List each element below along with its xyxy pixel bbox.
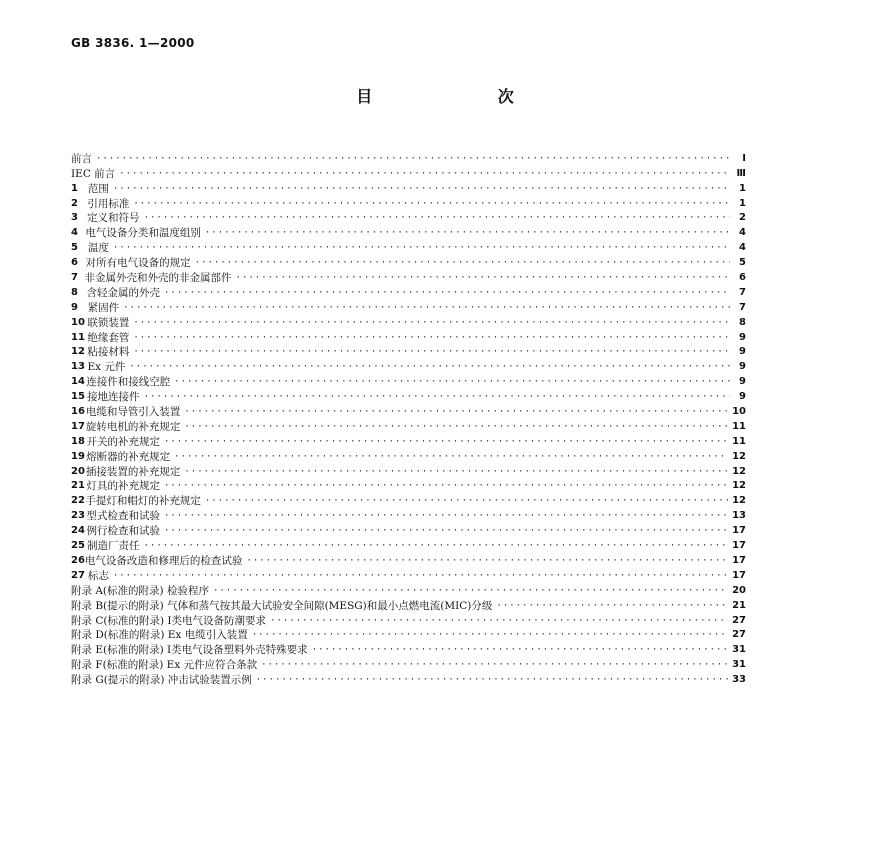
dot-leader [205, 495, 728, 507]
dot-leader [164, 436, 728, 448]
toc-entry-title: 紧固件 [87, 301, 120, 314]
toc-entry-page: 12 [732, 450, 746, 462]
toc-entry-page: 5 [739, 257, 746, 269]
toc-entry-number: 16 [71, 406, 85, 418]
toc-entry-page: 1 [739, 197, 746, 209]
toc-entry[interactable] [71, 597, 746, 612]
toc-entry-page: 21 [732, 599, 746, 611]
toc-entry-number: 8 [71, 286, 78, 298]
toc-entry-number: 15 [71, 391, 85, 403]
toc-entry-title: 粘接材料 [87, 346, 130, 359]
toc-entry-page: 7 [739, 301, 746, 313]
toc-entry-page: 20 [732, 584, 746, 596]
toc-entry[interactable] [71, 195, 746, 210]
toc-entry-page: 9 [739, 361, 746, 373]
toc-entry-number: 23 [71, 510, 85, 522]
toc-entry[interactable] [71, 314, 746, 329]
toc-entry-title: 旋转电机的补充规定 [85, 420, 181, 433]
toc-entry-page: Ⅰ [742, 152, 746, 164]
dot-leader [113, 570, 728, 582]
toc-entry-page: 9 [739, 346, 746, 358]
dot-leader [174, 376, 730, 388]
toc-entry-number: 22 [71, 495, 85, 507]
toc-entry[interactable] [71, 522, 746, 537]
toc-entry-page: 13 [732, 510, 746, 522]
toc-entry-number: 17 [71, 420, 85, 432]
toc-entry[interactable] [71, 552, 746, 567]
toc-entry[interactable] [71, 478, 746, 493]
toc-entry[interactable] [71, 537, 746, 552]
dot-leader [133, 332, 730, 344]
toc-entry-page: 11 [732, 420, 746, 432]
dot-leader [164, 510, 728, 522]
toc-entry-title: 引用标准 [87, 197, 130, 210]
toc-entry[interactable] [71, 448, 746, 463]
dot-leader [164, 480, 728, 492]
toc-entry-number: 25 [71, 540, 85, 552]
toc-entry-title: 接地连接件 [87, 391, 140, 404]
toc-entry-number: 1 [71, 182, 78, 194]
toc-entry[interactable] [71, 254, 746, 269]
toc-entry-title: 绝缘套管 [87, 331, 130, 344]
toc-entry-number: 13 [71, 361, 85, 373]
toc-entry-page: 1 [739, 182, 746, 194]
toc-entry-title: 附录 A(标准的附录) 检验程序 [71, 584, 209, 597]
toc-entry[interactable] [71, 224, 746, 239]
toc-entry-page: 12 [732, 480, 746, 492]
toc-entry-page: 17 [732, 525, 746, 537]
dot-leader [113, 242, 730, 254]
toc-entry-number: 5 [71, 242, 78, 254]
toc-entry[interactable] [71, 612, 746, 627]
toc-entry-title: 前言 [71, 152, 92, 165]
toc-entry[interactable] [71, 567, 746, 582]
toc-entry-page: 27 [732, 629, 746, 641]
toc-entry-page: 8 [739, 316, 746, 328]
toc-entry[interactable] [71, 403, 746, 418]
toc-entry-page: 11 [732, 435, 746, 447]
dot-leader [129, 361, 730, 373]
toc-entry-title: 熔断器的补充规定 [86, 450, 171, 463]
dot-leader [184, 406, 728, 418]
toc-entry-number: 9 [71, 301, 78, 313]
toc-entry[interactable] [71, 329, 746, 344]
toc-entry-title: 型式检查和试验 [86, 510, 160, 523]
dot-leader [213, 585, 728, 597]
toc-entry-number: 4 [71, 227, 78, 239]
dot-leader [261, 659, 728, 671]
dot-leader [312, 644, 728, 656]
dot-leader [133, 317, 730, 329]
toc-entry[interactable] [71, 239, 746, 254]
toc-entry[interactable] [71, 582, 746, 597]
dot-leader [195, 257, 730, 269]
toc-entry-page: 12 [732, 465, 746, 477]
toc-entry-page: 9 [739, 391, 746, 403]
toc-entry-title: 含轻金属的外壳 [86, 286, 160, 299]
toc-entry-page: 17 [732, 554, 746, 566]
dot-leader [205, 227, 730, 239]
toc-entry-page: 31 [732, 659, 746, 671]
toc-entry-title: 非金属外壳和外壳的非金属部件 [84, 272, 232, 285]
toc-entry-title: 开关的补充规定 [86, 435, 160, 448]
toc-entry-number: 26 [71, 554, 85, 566]
toc-entry[interactable] [71, 344, 746, 359]
toc-entry-page: 6 [739, 272, 746, 284]
toc-entry-title: 定义和符号 [87, 212, 140, 225]
toc-entry[interactable] [71, 284, 746, 299]
dot-leader [133, 346, 730, 358]
toc-entry-title: 手提灯和帽灯的补充规定 [85, 495, 201, 508]
toc-entry[interactable] [71, 358, 746, 373]
dot-leader [246, 555, 728, 567]
dot-leader [236, 272, 730, 284]
toc-entry-title: 范围 [87, 182, 109, 195]
toc-entry-title: 附录 F(标准的附录) Ex 元件应符合条款 [71, 659, 258, 672]
dot-leader [184, 421, 728, 433]
toc-entry-title: 对所有电气设备的规定 [85, 257, 191, 270]
toc-entry-title: 连接件和接线空腔 [86, 376, 171, 389]
toc-entry-number: 6 [71, 257, 78, 269]
dot-leader [133, 198, 730, 210]
toc-entry-page: 31 [732, 644, 746, 656]
toc-entry-title: 例行检查和试验 [86, 525, 160, 538]
toc-entry-title: 附录 D(标准的附录) Ex 电缆引入装置 [71, 629, 248, 642]
toc-entry[interactable] [71, 671, 746, 686]
page-title: 目 次 [356, 87, 574, 106]
toc-entry-page: 2 [739, 212, 746, 224]
toc-entry-title: 附录 C(标准的附录) Ⅰ类电气设备防潮要求 [71, 614, 267, 627]
toc-entry[interactable] [71, 463, 746, 478]
toc-entry-title: 附录 B(提示的附录) 气体和蒸气按其最大试验安全间隙(MESG)和最小点燃电流(MIC)分级 [71, 599, 493, 612]
dot-leader [144, 391, 730, 403]
toc-entry-number: 21 [71, 480, 85, 492]
dot-leader [164, 525, 728, 537]
toc-entry-title: 灯具的补充规定 [86, 480, 160, 493]
dot-leader [252, 629, 728, 641]
standard-number: GB 3836. 1—2000 [71, 36, 195, 50]
toc-entry-title: Ex 元件 [87, 361, 126, 374]
toc-entry-number: 7 [71, 272, 78, 284]
toc-entry-title: 电缆和导管引入装置 [85, 406, 181, 419]
dot-leader [270, 615, 728, 627]
table-of-contents [71, 150, 746, 686]
toc-entry[interactable] [71, 373, 746, 388]
toc-entry[interactable] [71, 180, 746, 195]
toc-entry-page: 4 [739, 227, 746, 239]
dot-leader [184, 466, 728, 478]
toc-entry-page: 9 [739, 331, 746, 343]
toc-entry-page: 10 [732, 406, 746, 418]
toc-entry-title: 电气设备分类和温度组别 [85, 227, 201, 240]
toc-entry-number: 11 [71, 331, 85, 343]
toc-entry-page: 17 [732, 540, 746, 552]
dot-leader [144, 212, 730, 224]
toc-entry[interactable] [71, 299, 746, 314]
toc-entry-title: 制造厂责任 [87, 540, 140, 553]
toc-entry[interactable] [71, 433, 746, 448]
toc-entry-title: IEC 前言 [71, 167, 116, 180]
toc-entry-number: 12 [71, 346, 85, 358]
dot-leader [119, 168, 730, 180]
toc-entry-number: 18 [71, 435, 85, 447]
toc-entry[interactable] [71, 150, 746, 165]
dot-leader [164, 287, 730, 299]
toc-entry[interactable] [71, 388, 746, 403]
toc-entry[interactable] [71, 165, 746, 180]
toc-entry-page: 17 [732, 569, 746, 581]
toc-entry-title: 插接装置的补充规定 [85, 465, 181, 478]
toc-entry-page: 27 [732, 614, 746, 626]
dot-leader [496, 600, 728, 612]
toc-entry-number: 3 [71, 212, 78, 224]
dot-leader [256, 674, 728, 686]
toc-entry-number: 24 [71, 525, 85, 537]
toc-entry-title: 附录 G(提示的附录) 冲击试验装置示例 [71, 674, 252, 687]
toc-entry[interactable] [71, 269, 746, 284]
toc-entry-title: 电气设备改造和修理后的检查试验 [84, 554, 243, 567]
toc-entry-page: Ⅲ [736, 167, 746, 179]
toc-entry[interactable] [71, 492, 746, 507]
toc-entry[interactable] [71, 507, 746, 522]
toc-entry-page: 12 [732, 495, 746, 507]
toc-entry[interactable] [71, 210, 746, 225]
toc-entry-page: 9 [739, 376, 746, 388]
toc-entry-number: 10 [71, 316, 85, 328]
toc-entry[interactable] [71, 627, 746, 642]
toc-entry-number: 14 [71, 376, 85, 388]
toc-entry-number: 20 [71, 465, 85, 477]
dot-leader [174, 451, 728, 463]
toc-entry-title: 温度 [87, 242, 109, 255]
toc-entry-title: 标志 [87, 569, 109, 582]
toc-entry-number: 19 [71, 450, 85, 462]
toc-entry-page: 33 [732, 674, 746, 686]
toc-entry-page: 7 [739, 286, 746, 298]
toc-entry-number: 27 [71, 569, 85, 581]
toc-entry-page: 4 [739, 242, 746, 254]
dot-leader [144, 540, 729, 552]
dot-leader [123, 302, 730, 314]
dot-leader [96, 153, 730, 165]
toc-entry[interactable] [71, 418, 746, 433]
toc-entry-title: 附录 E(标准的附录) Ⅰ类电气设备塑料外壳特殊要求 [71, 644, 308, 657]
toc-entry[interactable] [71, 656, 746, 671]
toc-entry[interactable] [71, 641, 746, 656]
toc-entry-title: 联锁装置 [87, 316, 130, 329]
dot-leader [113, 183, 730, 195]
toc-entry-number: 2 [71, 197, 78, 209]
